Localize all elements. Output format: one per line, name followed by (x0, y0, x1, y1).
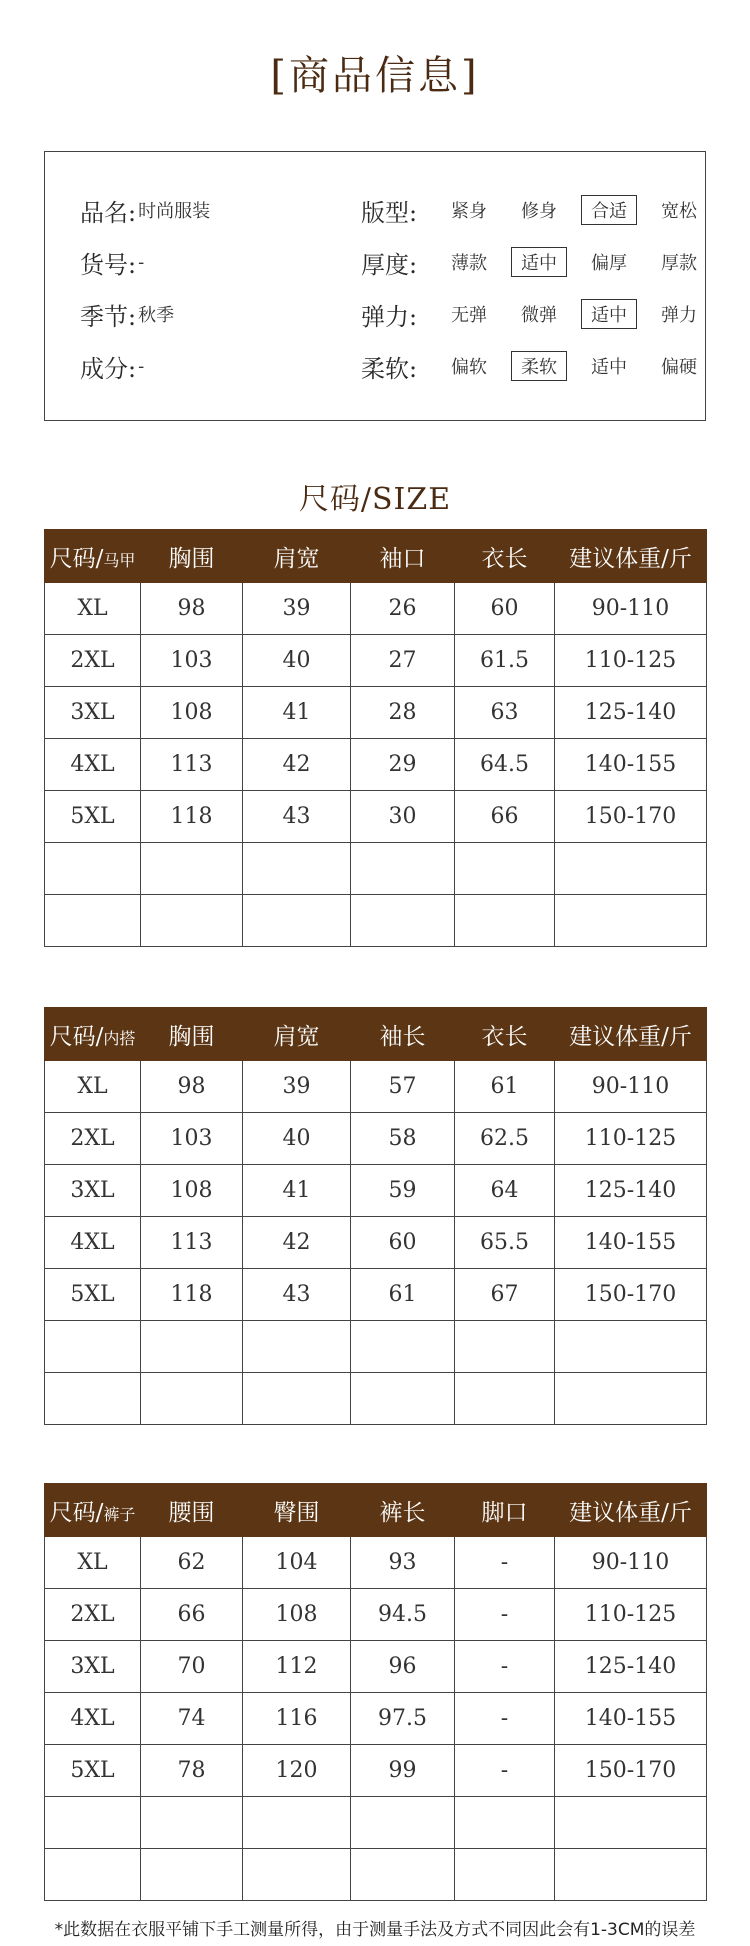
info-attr-label: 柔软: (361, 354, 418, 383)
table-cell: 62 (141, 1537, 243, 1589)
attr-option: 宽松 (661, 201, 697, 222)
table-row (45, 635, 707, 687)
table-cell (45, 843, 141, 895)
header-size-label: 尺码/ (49, 545, 104, 572)
table-cell: 90-110 (555, 1537, 707, 1589)
info-value: 时尚服装 (138, 201, 211, 222)
attr-option: 修身 (521, 201, 557, 222)
table-row (45, 1745, 707, 1797)
table-row (45, 1113, 707, 1165)
header-cell: 胸围 (141, 1008, 243, 1061)
table-cell: 150-170 (555, 791, 707, 843)
header-size-label: 尺码/ (49, 1023, 104, 1050)
table-cell: 60 (455, 583, 555, 635)
table-cell (243, 1797, 351, 1849)
table-cell: 5XL (45, 791, 141, 843)
header-cell: 裤长 (351, 1484, 455, 1537)
table-cell (555, 895, 707, 947)
table-cell: 98 (141, 1061, 243, 1113)
table-cell: 140-155 (555, 739, 707, 791)
table-cell: 108 (243, 1589, 351, 1641)
table-header-row (45, 1008, 707, 1061)
header-cell: 胸围 (141, 530, 243, 583)
table-cell: 42 (243, 739, 351, 791)
table-row (45, 1321, 707, 1373)
table-cell (455, 1797, 555, 1849)
table-cell (351, 1373, 455, 1425)
table-row (45, 739, 707, 791)
table-cell: 94.5 (351, 1589, 455, 1641)
table-cell (45, 1849, 141, 1901)
header-cell: 肩宽 (243, 530, 351, 583)
table-cell: 74 (141, 1693, 243, 1745)
table-row (45, 843, 707, 895)
attr-option: 紧身 (451, 201, 487, 222)
header-cell: 袖长 (351, 1008, 455, 1061)
table-cell: 150-170 (555, 1269, 707, 1321)
table-cell (45, 895, 141, 947)
header-garment-label: 内搭 (103, 1028, 136, 1048)
table-cell: 65.5 (455, 1217, 555, 1269)
table-cell: 4XL (45, 739, 141, 791)
info-row-season (80, 288, 210, 340)
header-garment-label: 马甲 (103, 550, 136, 570)
table-cell: XL (45, 1061, 141, 1113)
table-cell: 40 (243, 635, 351, 687)
info-row-name (80, 184, 210, 236)
header-cell: 腰围 (141, 1484, 243, 1537)
info-attr-label: 厚度: (361, 250, 418, 279)
table-cell (141, 1849, 243, 1901)
header-size-cell (45, 530, 141, 583)
measurement-footnote: *此数据在衣服平铺下手工测量所得，由于测量手法及方式不同因此会有1-3CM的误差 (54, 1920, 696, 1940)
table-cell: 67 (455, 1269, 555, 1321)
info-attr-row (361, 236, 721, 288)
table-cell: 64.5 (455, 739, 555, 791)
info-row-material (80, 340, 210, 392)
header-cell: 建议体重/斤 (555, 1008, 707, 1061)
table-cell: 41 (243, 1165, 351, 1217)
table-cell (243, 895, 351, 947)
table-cell (141, 1797, 243, 1849)
info-row-item-no (80, 236, 210, 288)
table-cell: 61 (351, 1269, 455, 1321)
table-cell: 28 (351, 687, 455, 739)
table-cell (141, 843, 243, 895)
table-cell: 2XL (45, 1113, 141, 1165)
table-cell: 113 (141, 1217, 243, 1269)
table-cell (351, 895, 455, 947)
table-cell: 116 (243, 1693, 351, 1745)
info-attr-label: 弹力: (361, 302, 418, 331)
size-table-pants (44, 1483, 707, 1901)
table-cell: 90-110 (555, 583, 707, 635)
table-cell: 96 (351, 1641, 455, 1693)
table-cell (45, 1797, 141, 1849)
table-cell: 57 (351, 1061, 455, 1113)
table-cell: - (455, 1537, 555, 1589)
table-cell: 108 (141, 1165, 243, 1217)
table-cell (555, 1797, 707, 1849)
info-right-column (361, 184, 721, 392)
table-cell (555, 1849, 707, 1901)
attr-option: 偏厚 (591, 253, 627, 274)
table-row (45, 1217, 707, 1269)
table-cell: 70 (141, 1641, 243, 1693)
table-cell (243, 1321, 351, 1373)
table-cell: 98 (141, 583, 243, 635)
info-attr-label: 版型: (361, 198, 418, 227)
info-left-column (80, 184, 210, 392)
table-cell: 2XL (45, 1589, 141, 1641)
table-cell (351, 1321, 455, 1373)
table-cell (455, 1849, 555, 1901)
header-cell: 建议体重/斤 (555, 1484, 707, 1537)
size-table-inner (44, 1007, 707, 1425)
table-cell: 62.5 (455, 1113, 555, 1165)
table-cell: 125-140 (555, 1165, 707, 1217)
table-cell: 125-140 (555, 1641, 707, 1693)
header-cell: 建议体重/斤 (555, 530, 707, 583)
attr-option-selected: 适中 (511, 247, 567, 277)
table-row (45, 687, 707, 739)
table-cell (555, 1373, 707, 1425)
attr-option: 微弹 (521, 305, 557, 326)
page-title: [商品信息] (270, 53, 480, 99)
table-cell (351, 1797, 455, 1849)
header-cell: 袖口 (351, 530, 455, 583)
table-row (45, 1537, 707, 1589)
table-row (45, 1693, 707, 1745)
table-cell (351, 843, 455, 895)
info-label: 货号: (80, 250, 137, 279)
header-garment-label: 裤子 (103, 1504, 136, 1524)
table-row (45, 583, 707, 635)
attr-option: 适中 (591, 357, 627, 378)
table-cell: 112 (243, 1641, 351, 1693)
table-row (45, 1641, 707, 1693)
table-cell: 108 (141, 687, 243, 739)
table-cell (555, 1321, 707, 1373)
table-cell: 3XL (45, 687, 141, 739)
table-cell: 93 (351, 1537, 455, 1589)
header-cell: 臀围 (243, 1484, 351, 1537)
attr-option: 无弹 (451, 305, 487, 326)
table-cell: 26 (351, 583, 455, 635)
table-cell: 104 (243, 1537, 351, 1589)
header-size-label: 尺码/ (49, 1499, 104, 1526)
table-cell (243, 1849, 351, 1901)
table-cell: 39 (243, 1061, 351, 1113)
table-cell: 60 (351, 1217, 455, 1269)
table-cell (351, 1849, 455, 1901)
table-cell: - (455, 1641, 555, 1693)
header-cell: 衣长 (455, 1008, 555, 1061)
table-cell: 113 (141, 739, 243, 791)
info-attr-row (361, 184, 721, 236)
table-cell (141, 895, 243, 947)
info-label: 品名: (80, 198, 137, 227)
table-cell (243, 843, 351, 895)
table-cell: 63 (455, 687, 555, 739)
info-label: 季节: (80, 302, 137, 331)
attr-option-selected: 柔软 (511, 351, 567, 381)
table-row (45, 1165, 707, 1217)
table-cell (45, 1373, 141, 1425)
table-cell: 41 (243, 687, 351, 739)
table-cell: 125-140 (555, 687, 707, 739)
table-cell: 43 (243, 791, 351, 843)
table-cell: 59 (351, 1165, 455, 1217)
table-cell: 5XL (45, 1745, 141, 1797)
table-row (45, 1797, 707, 1849)
info-attr-row (361, 288, 721, 340)
table-cell: 42 (243, 1217, 351, 1269)
table-cell (455, 843, 555, 895)
table-cell: 39 (243, 583, 351, 635)
table-row (45, 1849, 707, 1901)
table-cell: 58 (351, 1113, 455, 1165)
table-cell: - (455, 1589, 555, 1641)
table-cell: 140-155 (555, 1217, 707, 1269)
table-cell: 3XL (45, 1165, 141, 1217)
header-cell: 肩宽 (243, 1008, 351, 1061)
info-value: - (138, 355, 145, 377)
table-cell: 103 (141, 1113, 243, 1165)
table-cell (141, 1373, 243, 1425)
table-cell: XL (45, 583, 141, 635)
attr-option-selected: 合适 (581, 195, 637, 225)
table-cell: 118 (141, 791, 243, 843)
table-cell: 66 (455, 791, 555, 843)
table-cell: 61.5 (455, 635, 555, 687)
table-cell: 140-155 (555, 1693, 707, 1745)
header-cell: 脚口 (455, 1484, 555, 1537)
table-cell: 40 (243, 1113, 351, 1165)
table-cell: 27 (351, 635, 455, 687)
table-cell: 97.5 (351, 1693, 455, 1745)
info-attr-row (361, 340, 721, 392)
table-header-row (45, 530, 707, 583)
attr-option: 偏硬 (661, 357, 697, 378)
table-cell: 110-125 (555, 1113, 707, 1165)
table-row (45, 1269, 707, 1321)
table-cell: 43 (243, 1269, 351, 1321)
table-cell: 61 (455, 1061, 555, 1113)
attr-option: 弹力 (661, 305, 697, 326)
table-cell (243, 1373, 351, 1425)
table-cell: XL (45, 1537, 141, 1589)
header-size-cell (45, 1008, 141, 1061)
table-cell: 120 (243, 1745, 351, 1797)
table-cell: - (455, 1745, 555, 1797)
table-cell: 4XL (45, 1693, 141, 1745)
table-row (45, 1061, 707, 1113)
table-cell (141, 1321, 243, 1373)
info-value: - (138, 251, 145, 273)
table-cell: 2XL (45, 635, 141, 687)
attr-option: 薄款 (451, 253, 487, 274)
table-cell: 90-110 (555, 1061, 707, 1113)
table-cell: 66 (141, 1589, 243, 1641)
table-cell: 103 (141, 635, 243, 687)
table-cell: 99 (351, 1745, 455, 1797)
table-row (45, 895, 707, 947)
table-cell (555, 843, 707, 895)
attr-option: 厚款 (661, 253, 697, 274)
size-heading: 尺码/SIZE (298, 482, 452, 517)
header-size-cell (45, 1484, 141, 1537)
table-cell: 5XL (45, 1269, 141, 1321)
attr-option-selected: 适中 (581, 299, 637, 329)
table-cell (45, 1321, 141, 1373)
table-cell (455, 1321, 555, 1373)
table-row (45, 1589, 707, 1641)
info-label: 成分: (80, 354, 137, 383)
table-row (45, 1373, 707, 1425)
header-cell: 衣长 (455, 530, 555, 583)
size-table-vest (44, 529, 707, 947)
table-cell (455, 1373, 555, 1425)
table-cell: 110-125 (555, 635, 707, 687)
table-cell: 4XL (45, 1217, 141, 1269)
table-cell: 64 (455, 1165, 555, 1217)
table-cell: 29 (351, 739, 455, 791)
table-cell: 110-125 (555, 1589, 707, 1641)
table-cell: 78 (141, 1745, 243, 1797)
table-cell: 30 (351, 791, 455, 843)
product-info-box (44, 151, 706, 421)
info-value: 秋季 (138, 305, 175, 326)
table-cell: - (455, 1693, 555, 1745)
table-header-row (45, 1484, 707, 1537)
table-cell: 150-170 (555, 1745, 707, 1797)
table-cell: 118 (141, 1269, 243, 1321)
table-row (45, 791, 707, 843)
attr-option: 偏软 (451, 357, 487, 378)
table-cell: 3XL (45, 1641, 141, 1693)
table-cell (455, 895, 555, 947)
